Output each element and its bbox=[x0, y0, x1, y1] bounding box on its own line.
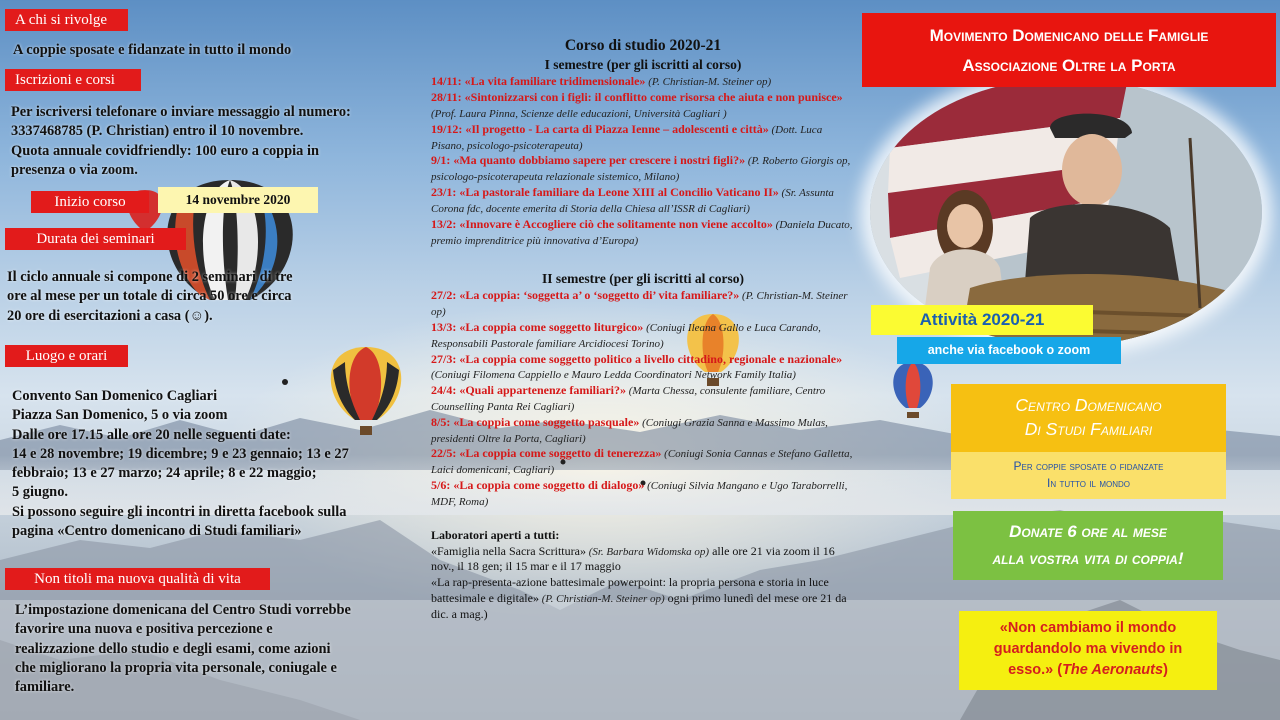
centro-subtitle-line1: Per coppie sposate o fidanzate bbox=[1013, 459, 1164, 473]
place-line: Piazza San Domenico, 5 o via zoom bbox=[12, 407, 228, 424]
activity-badge: Attività 2020-21 bbox=[871, 305, 1093, 335]
activity-sub-badge: anche via facebook o zoom bbox=[897, 337, 1121, 364]
lab-schedule: alle ore 21 via zoom il 16 nov., il 18 gen; il 15 mar e il 17 maggio bbox=[431, 543, 835, 574]
target-text: A coppie sposate e fidanzate in tutto il mondo bbox=[13, 42, 292, 58]
centro-subtitle-line2: In tutto il mondo bbox=[1047, 476, 1130, 490]
semester2-event bbox=[431, 478, 855, 510]
donate-line2: alla vostra vita di coppia! bbox=[992, 549, 1184, 568]
quality-line: familiare. bbox=[15, 679, 75, 696]
label-registration: Iscrizioni e corsi bbox=[5, 69, 141, 91]
label-quality: Non titoli ma nuova qualità di vita bbox=[5, 568, 270, 590]
event-speaker: (P. Christian-M. Steiner op) bbox=[645, 76, 772, 89]
duration-line: 20 ore di esercitazioni a casa (☺). bbox=[7, 307, 213, 324]
lab-schedule: ogni primo lunedì del mese ore 21 da dic. a mag.) bbox=[431, 591, 847, 621]
semester1-event bbox=[431, 90, 855, 122]
event-speaker: (Coniugi Ileana Gallo e Luca Carando, Responsabili Pastorale familiare Arcidiocesi Torino) bbox=[431, 321, 821, 350]
event-title: 22/5: «La coppia come soggetto di tenerezza» bbox=[431, 446, 662, 461]
quality-line: realizzazione dello studio e degli esami, come azioni bbox=[15, 640, 331, 657]
semester1-title: I semestre (per gli iscritti al corso) bbox=[544, 57, 742, 73]
label-target: A chi si rivolge bbox=[5, 9, 128, 31]
event-title: 28/11: «Sintonizzarsi con i figli: il conflitto come risorsa che aiuta e non punisce» bbox=[431, 90, 843, 105]
place-line: 5 giugno. bbox=[12, 484, 68, 501]
lab-speaker: (Sr. Barbara Widomska op) bbox=[585, 545, 710, 558]
quote-line3 bbox=[959, 660, 1217, 681]
organization-title bbox=[862, 13, 1276, 87]
centro-title bbox=[951, 384, 1226, 452]
centro-title-line2: Di Studi Familiari bbox=[1024, 419, 1153, 439]
course-start-date: 14 novembre 2020 bbox=[158, 187, 318, 213]
event-speaker: (Daniela Ducato, premio imprenditrice più innovativa d’Europa) bbox=[431, 218, 853, 247]
event-title: 27/3: «La coppia come soggetto politico a livello cittadino, regionale e nazionale» bbox=[431, 351, 843, 366]
semester2-list bbox=[431, 288, 855, 510]
semester2-event bbox=[431, 288, 855, 320]
registration-text bbox=[11, 103, 391, 180]
organization-title-line1: Movimento Domenicano delle Famiglie bbox=[929, 26, 1209, 45]
event-title: 8/5: «La coppia come soggetto pasquale» bbox=[431, 414, 640, 429]
event-title: 14/11: «La vita familiare tridimensionale» bbox=[431, 74, 646, 89]
semester2-event bbox=[431, 415, 855, 447]
place-line: Dalle ore 17.15 alle ore 20 nelle seguenti date: bbox=[12, 426, 291, 443]
organization-title-line2: Associazione Oltre la Porta bbox=[962, 56, 1176, 75]
place-line: Convento San Domenico Cagliari bbox=[12, 388, 218, 404]
quote-box bbox=[959, 611, 1217, 690]
event-title: 13/2: «Innovare è Accogliere ciò che solitamente non viene accolto» bbox=[431, 216, 773, 231]
event-title: 23/1: «La pastorale familiare da Leone XIII al Concilio Vaticano II» bbox=[431, 185, 779, 200]
quote-line1: «Non cambiamo il mondo bbox=[999, 620, 1177, 636]
course-program bbox=[431, 36, 855, 623]
centro-title-line1: Centro Domenicano bbox=[1015, 395, 1162, 415]
event-title: 27/2: «La coppia: ‘soggetta a’ o ‘soggetto di’ vita familiare?» bbox=[431, 288, 740, 303]
lab-speaker: (P. Christian-M. Steiner op) bbox=[538, 593, 665, 606]
quality-line: che migliorano la propria vita personale, coniugale e bbox=[15, 659, 337, 676]
lab-title: «Famiglia nella Sacra Scrittura» bbox=[431, 543, 586, 558]
registration-line: Quota annuale covidfriendly: 100 euro a coppia in bbox=[11, 142, 319, 159]
semester1-event bbox=[431, 122, 855, 154]
quote-line2: guardandolo ma vivendo in bbox=[993, 641, 1183, 657]
quality-line: favorire una nuova e positiva percezione e bbox=[15, 621, 273, 638]
event-speaker: (Marta Chessa, consulente familiare, Centro Counselling Panta Rei Cagliari) bbox=[431, 385, 826, 413]
semester2-title: II semestre (per gli iscritti al corso) bbox=[542, 271, 744, 287]
event-title: 24/4: «Quali appartenenze familiari?» bbox=[431, 383, 626, 398]
event-speaker: (Coniugi Silvia Mangano e Ugo Taraborrelli, MDF, Roma) bbox=[431, 480, 848, 508]
semester2-event bbox=[431, 352, 855, 384]
event-title: 19/12: «Il progetto - La carta di Piazza Ienne – adolescenti e città» bbox=[431, 121, 769, 136]
semester1-event bbox=[431, 74, 855, 90]
semester1-event bbox=[431, 153, 855, 185]
event-speaker: (P. Christian-M. Steiner op) bbox=[431, 290, 848, 319]
event-title: 13/3: «La coppia come soggetto liturgico» bbox=[431, 319, 644, 334]
event-title: 5/6: «La coppia come soggetto di dialogo» bbox=[431, 478, 645, 493]
donate-banner bbox=[953, 511, 1223, 580]
quality-text bbox=[15, 601, 395, 697]
quote-source: The Aeronauts bbox=[1062, 662, 1164, 678]
semester2-event bbox=[431, 446, 855, 478]
quote-text-end: esso.» ( bbox=[1008, 662, 1063, 678]
quote-paren: ) bbox=[1163, 662, 1168, 678]
semester2-event bbox=[431, 320, 855, 352]
label-course-start: Inizio corso bbox=[31, 191, 149, 213]
event-speaker: (Coniugi Filomena Cappiello e Mauro Ledda Coordinatori Network Family Italia) bbox=[431, 369, 796, 382]
place-line: pagina «Centro domenicano di Studi familiari» bbox=[12, 523, 302, 540]
semester2-event bbox=[431, 383, 855, 415]
registration-line: Per iscriversi telefonare o inviare messaggio al numero: bbox=[11, 104, 351, 120]
labs-title: Laboratori aperti a tutti: bbox=[431, 527, 560, 542]
centro-subtitle bbox=[951, 452, 1226, 499]
label-place: Luogo e orari bbox=[5, 345, 128, 367]
lab-title: «La rap-presenta-azione battesimale powerpoint: la propria persona e storia in luce battesimale e digitale» bbox=[431, 575, 829, 606]
course-title: Corso di studio 2020-21 bbox=[564, 37, 722, 54]
duration-line: ore al mese per un totale di circa 50 ore e circa bbox=[7, 288, 292, 305]
event-speaker: (Coniugi Sonia Cannas e Stefano Galletta, Laici domenicani, Cagliari) bbox=[431, 448, 853, 477]
registration-line: presenza o via zoom. bbox=[11, 161, 138, 178]
semester1-event bbox=[431, 217, 855, 249]
duration-line: Il ciclo annuale si compone di 2 seminari di tre bbox=[7, 269, 293, 285]
place-line: febbraio; 13 e 27 marzo; 24 aprile; 8 e 22 maggio; bbox=[12, 465, 317, 482]
event-speaker: (Dott. Luca Pisano, psicologo-psicoterapeuta) bbox=[431, 123, 823, 152]
place-text bbox=[12, 387, 402, 541]
quality-line: L’impostazione domenicana del Centro Studi vorrebbe bbox=[15, 602, 351, 618]
duration-text bbox=[7, 268, 347, 326]
event-speaker: (P. Roberto Giorgis op, psicologo-psicoterapeuta relazionale sistemico, Milano) bbox=[431, 155, 851, 184]
event-speaker: (Sr. Assunta Corona fdc, docente emerita di Storia della Chiesa all’ISSR di Cagliari) bbox=[431, 187, 834, 215]
donate-line1: Donate 6 ore al mese bbox=[1009, 522, 1167, 541]
labs-list bbox=[431, 544, 855, 623]
registration-line: 3337468785 (P. Christian) entro il 10 novembre. bbox=[11, 123, 304, 140]
semester1-list bbox=[431, 74, 855, 248]
lab-item bbox=[431, 575, 855, 622]
event-speaker: (Coniugi Grazia Sanna e Massimo Mulas, presidenti Oltre la Porta, Cagliari) bbox=[431, 416, 828, 445]
centro-studi-box bbox=[951, 384, 1226, 499]
place-line: 14 e 28 novembre; 19 dicembre; 9 e 23 gennaio; 13 e 27 bbox=[12, 445, 349, 462]
label-duration: Durata dei seminari bbox=[5, 228, 186, 250]
lab-item bbox=[431, 544, 855, 576]
event-speaker: (Prof. Laura Pinna, Scienze delle educazioni, Università Cagliari ) bbox=[431, 107, 727, 120]
place-line: Si possono seguire gli incontri in diretta facebook sulla bbox=[12, 503, 347, 520]
event-title: 9/1: «Ma quanto dobbiamo sapere per crescere i nostri figli?» bbox=[431, 153, 746, 168]
semester1-event bbox=[431, 185, 855, 217]
